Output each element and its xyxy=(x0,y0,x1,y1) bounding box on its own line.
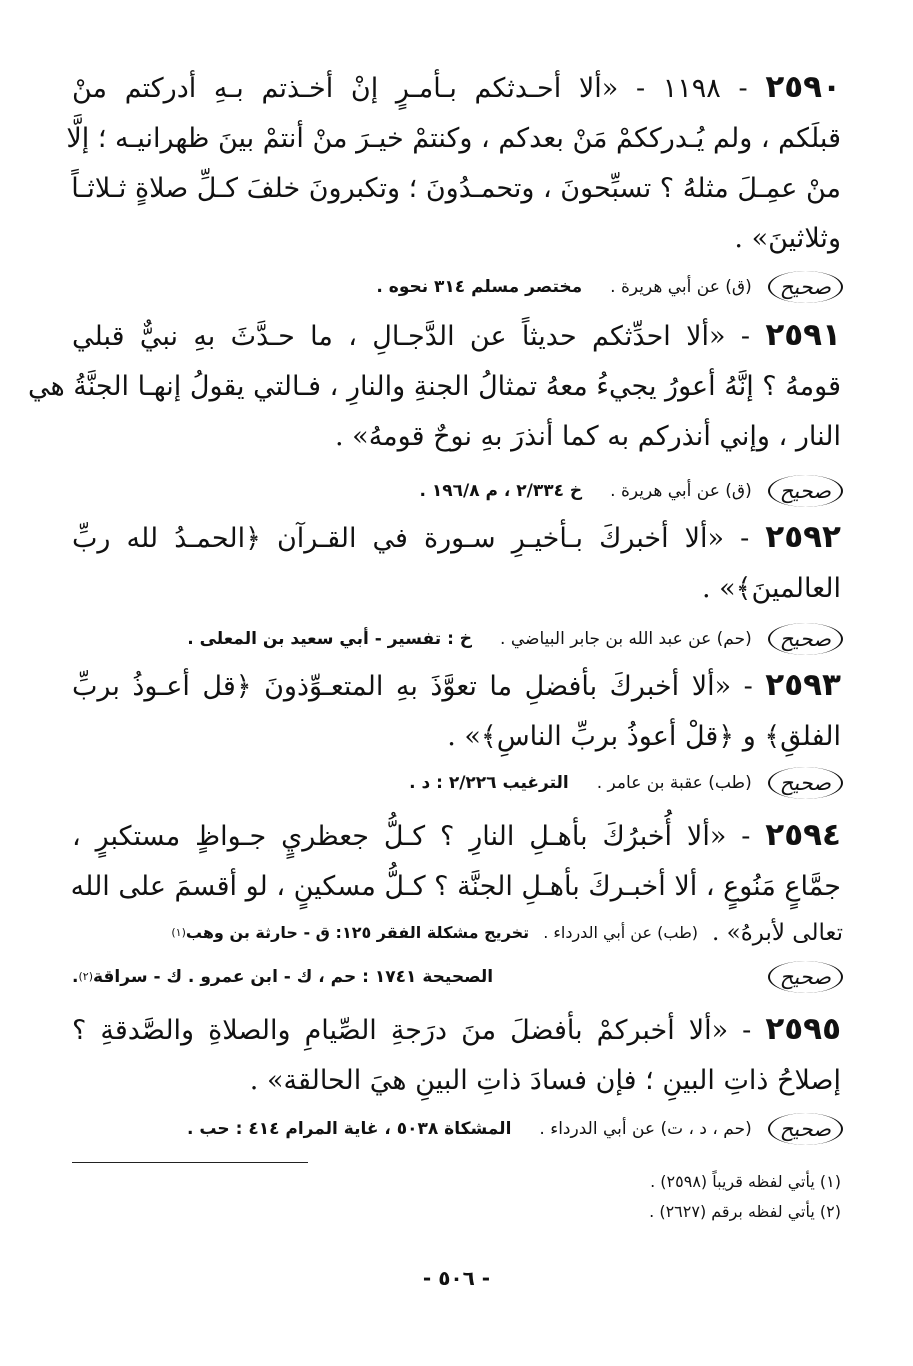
hadith-number: ٢٥٩٢ xyxy=(765,519,841,555)
source-line xyxy=(72,960,843,994)
reference: الترغيب ٢/٢٢٦ : د . xyxy=(409,773,569,793)
reference: خ : تفسير - أبي سعيد بن المعلى . xyxy=(187,629,473,649)
footnote-marker: (١) xyxy=(171,926,186,939)
grade-badge: صحيح xyxy=(768,767,843,799)
grade-badge: صحيح xyxy=(768,961,843,993)
footnote: (١) يأتي لفظه قريباً (٢٥٩٨) . xyxy=(650,1172,841,1191)
text-line: تعالى لأبرهُ» . xyxy=(712,920,843,946)
text-line: قبلَكم ، ولم يُـدرككمْ مَنْ بعدكم ، وكنتمْ خيـرَ منْ أنتمْ بينَ ظهرانيـه ؛ إلَّا xyxy=(66,123,841,154)
source-line xyxy=(72,1112,843,1146)
narrator: (ق) عن أبي هريرة . xyxy=(610,481,752,501)
reference: مختصر مسلم ٣١٤ نحوه . xyxy=(376,277,583,297)
grade-badge: صحيح xyxy=(768,623,843,655)
page-number: - ٥٠٦ - xyxy=(422,1266,491,1290)
text-line xyxy=(72,810,841,862)
hadith-2595 xyxy=(72,1004,841,1106)
source-line xyxy=(72,766,843,800)
hadith-text: - ١١٩٨ - «ألا أحـدثكم بـأمـرٍ إنْ أخـذتم بـهِ أدركتم منْ xyxy=(72,73,748,104)
hadith-2591 xyxy=(27,310,841,462)
text-line: النار ، وإني أنذركم به كما أنذرَ بهِ نوحٌ قومهُ» . xyxy=(335,421,841,452)
text-line: إصلاحُ ذاتِ البينِ ؛ فإن فسادَ ذاتِ البينِ هيَ الحالقة» . xyxy=(249,1065,841,1096)
narrator: (ق) عن أبي هريرة . xyxy=(610,277,752,297)
hadith-text: - «ألا أخبركَ بـأخيـرِ سـورة في القـرآن ﴿الحمـدُ لله ربِّ xyxy=(72,523,750,554)
hadith-number: ٢٥٩٣ xyxy=(765,667,841,703)
hadith-number: ٢٥٩٤ xyxy=(765,817,841,853)
reference: الصحيحة ١٧٤١ : حم ، ك - ابن عمرو . ك - سراقة xyxy=(92,967,494,987)
footnote: (٢) يأتي لفظه برقم (٢٦٢٧) . xyxy=(649,1202,841,1221)
grade-badge: صحيح xyxy=(768,475,843,507)
source-line xyxy=(72,916,843,950)
text-line xyxy=(72,1004,841,1056)
source-line xyxy=(72,474,843,508)
narrator: (حم) عن عبد الله بن جابر البياضي . xyxy=(500,629,752,649)
hadith-text: - «ألا أُخبرُكَ بأهـلِ النارِ ؟ كـلُّ جعظريٍ جـواظٍ مستكبرٍ ، xyxy=(72,821,751,852)
footnote-marker: (٢) xyxy=(78,970,93,983)
footnote-divider xyxy=(72,1162,308,1163)
hadith-text: - «ألا احدِّثكم حديثاً عن الدَّجـالِ ، ما حـدَّثَ بهِ نبيٌّ قبلي xyxy=(72,321,750,352)
hadith-number: ٢٥٩٥ xyxy=(765,1011,841,1047)
hadith-number: ٢٥٩٠ xyxy=(765,69,841,105)
hadith-2593 xyxy=(72,660,841,762)
text-line: الفلقِ﴾ و ﴿قلْ أعوذُ بربِّ الناسِ﴾» . xyxy=(447,721,841,752)
narrator: (حم ، د ، ت) عن أبي الدرداء . xyxy=(539,1119,752,1139)
hadith-text: - «ألا أخبركَ بأفضلِ ما تعوَّذَ بهِ المتعـوِّذونَ ﴿قل أعـوذُ بربِّ xyxy=(72,671,753,702)
narrator: (طب) عقبة بن عامر . xyxy=(596,773,752,793)
text-line: وثلاثينَ» . xyxy=(734,223,841,254)
reference: المشكاة ٥٠٣٨ ، غاية المرام ٤١٤ : حب . xyxy=(187,1119,512,1139)
text-line: جمَّاعٍ مَنُوعٍ ، ألا أخبـركَ بأهـلِ الجنَّة ؟ كـلُّ مسكينٍ ، لو أقسمَ على الله xyxy=(70,871,841,902)
text-line xyxy=(72,62,841,114)
text-line xyxy=(72,310,841,362)
hadith-text: - «ألا أخبركمْ بأفضلَ منَ درَجةِ الصِّيامِ والصلاةِ والصَّدقةِ ؟ xyxy=(72,1015,752,1046)
hadith-2594 xyxy=(72,810,841,912)
narrator: (طب) عن أبي الدرداء . xyxy=(543,923,699,942)
reference: تخريج مشكلة الفقر ١٢٥: ق - حارثة بن وهب xyxy=(185,923,530,942)
hadith-2592 xyxy=(72,512,841,614)
hadith-2590 xyxy=(66,62,841,264)
text-line: منْ عمِـلَ مثلهُ ؟ تسبِّحونَ ، وتحمـدُونَ ؛ وتكبرونَ خلفَ كـلِّ صلاةٍ ثـلاثـاً xyxy=(71,173,841,204)
text-line: العالمينَ﴾» . xyxy=(701,573,841,604)
text-line: قومهُ ؟ إنَّهُ أعورُ يجيءُ معهُ تمثالُ الجنةِ والنارِ ، فـالتي يقولُ إنهـا الجنَّةُ هي xyxy=(27,371,841,402)
hadith-number: ٢٥٩١ xyxy=(765,317,841,353)
reference: . xyxy=(72,967,79,987)
text-line xyxy=(72,660,841,712)
grade-badge: صحيح xyxy=(768,1113,843,1145)
grade-badge: صحيح xyxy=(768,271,843,303)
reference: خ ٢/٣٣٤ ، م ١٩٦/٨ . xyxy=(419,481,583,501)
text-line xyxy=(72,512,841,564)
source-line xyxy=(72,622,843,656)
source-line xyxy=(72,270,843,304)
